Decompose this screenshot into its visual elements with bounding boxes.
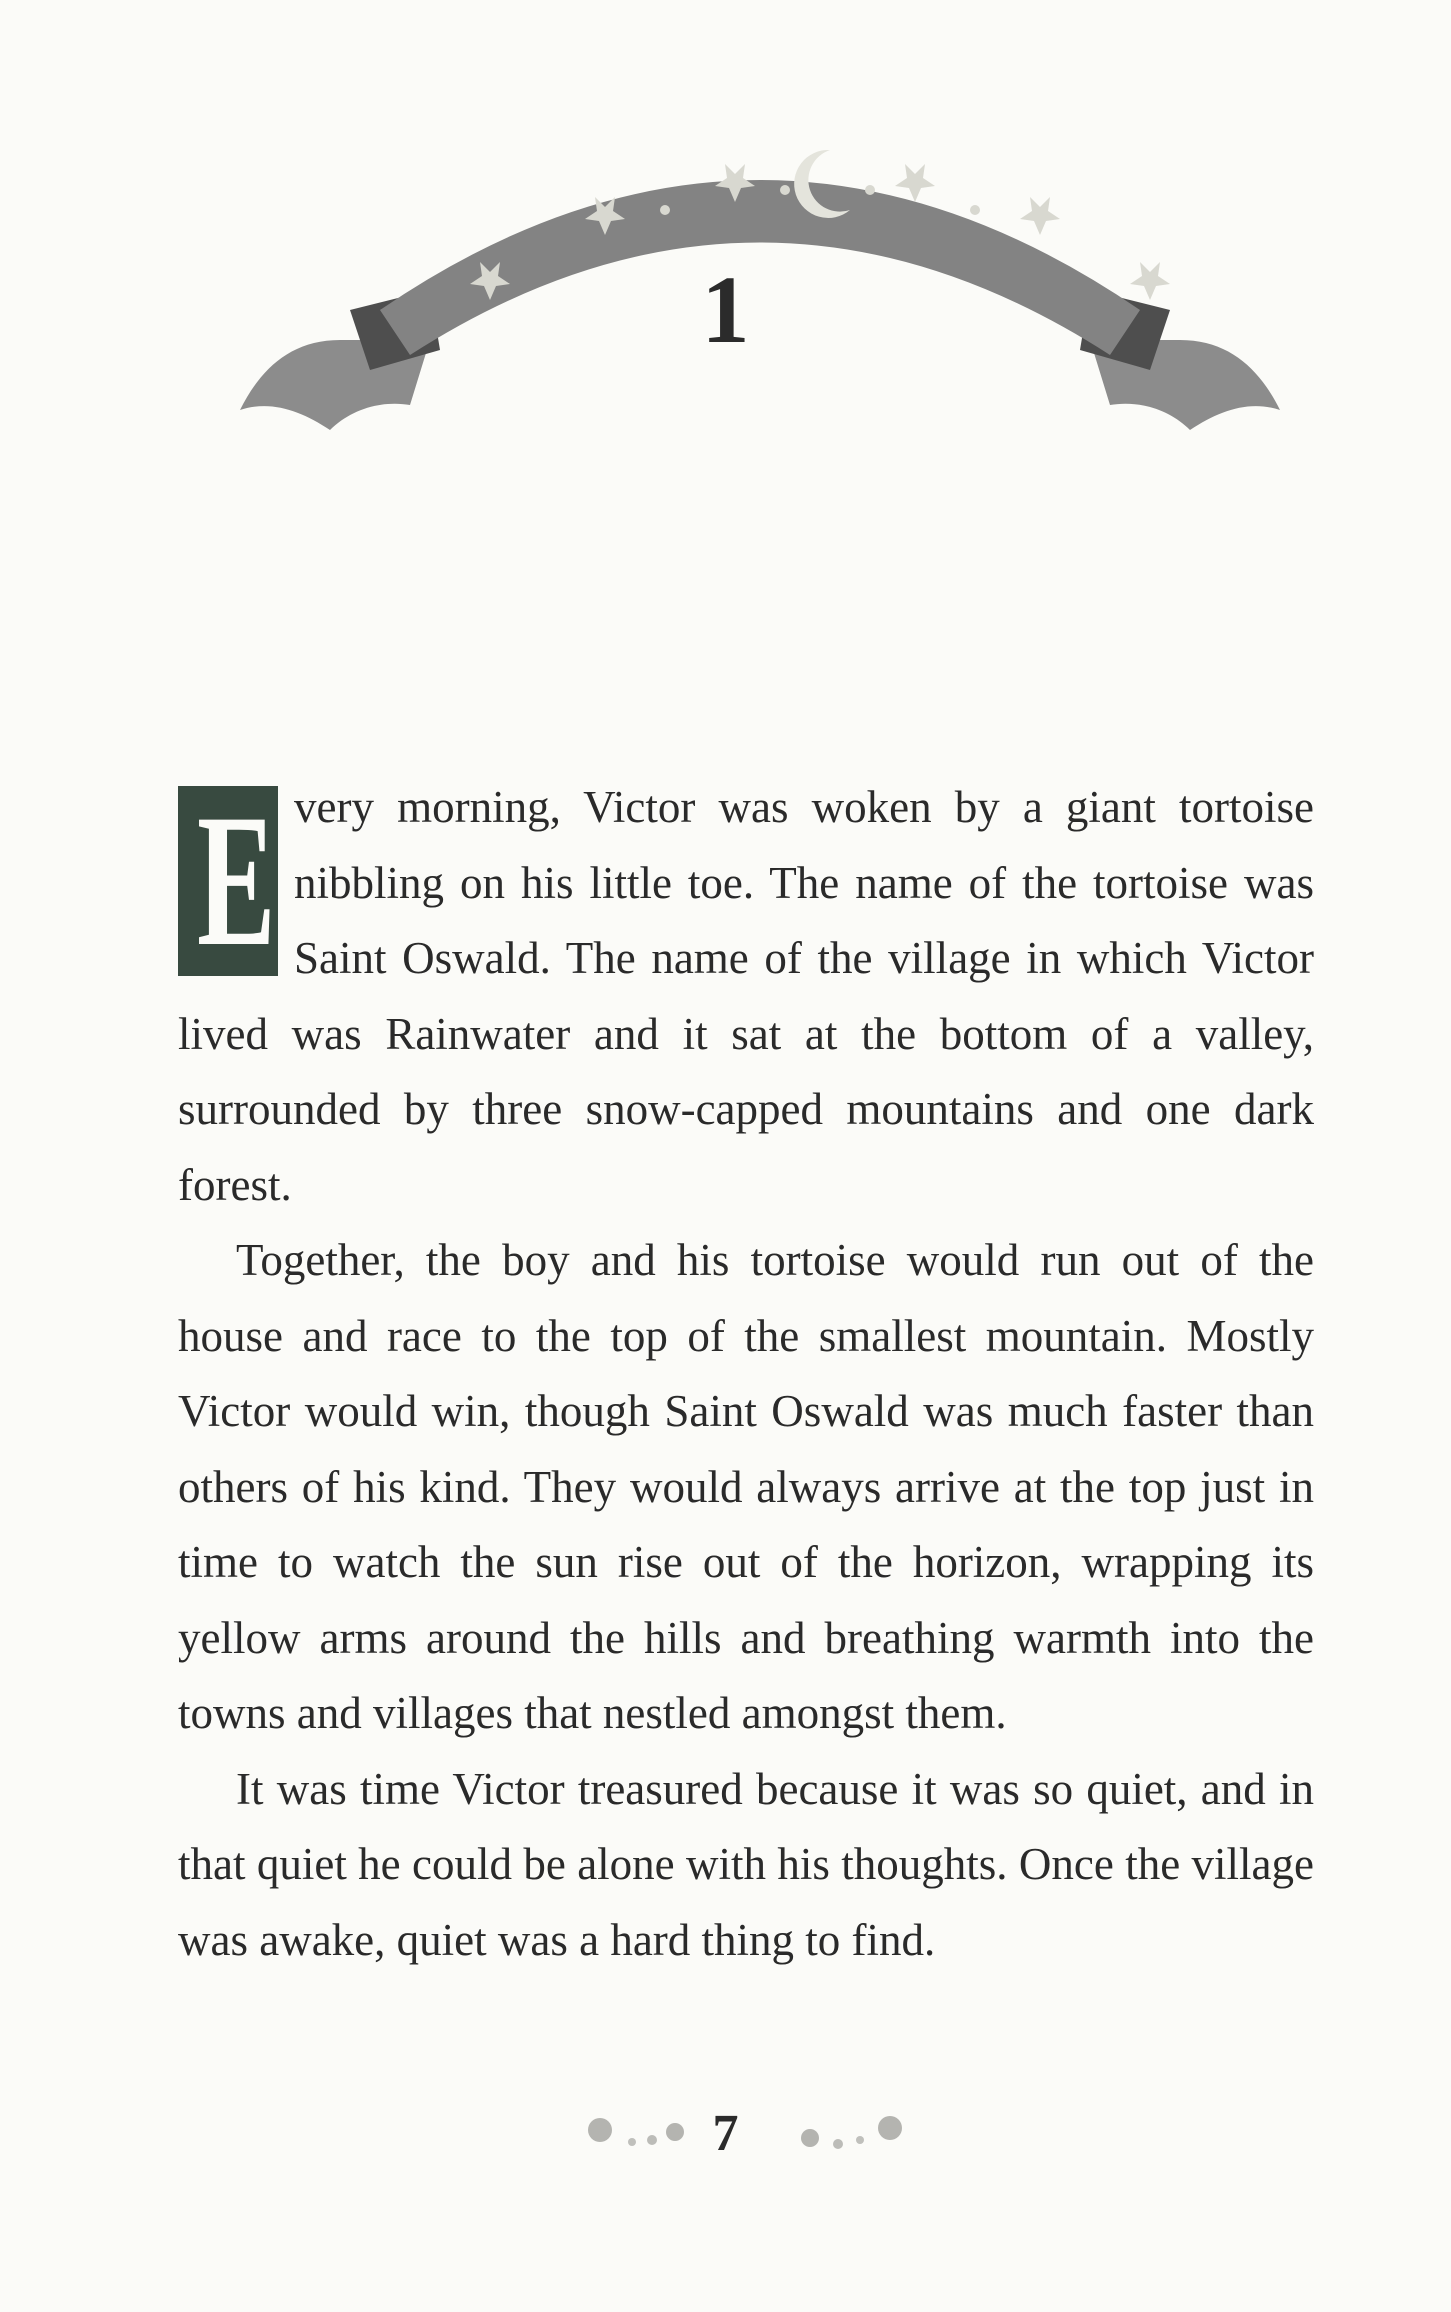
dot-ornament-icon	[833, 2139, 843, 2149]
paragraph-2: Together, the boy and his tortoise would run out of the house and race to the top of the smallest mountain. Mostly Victor would win, though Saint Oswald was much faster than others of his kind. They would always arrive at the top just in time to watch the sun rise out of the horizon, wrapping its yellow arms around the hills and breathing warmth into the towns and villages that nestled amongst them.	[178, 1235, 1314, 1738]
dot-ornament-icon	[970, 205, 980, 215]
dot-ornament-icon	[856, 2136, 864, 2144]
dot-ornament-icon	[878, 2116, 902, 2140]
paragraph-1	[178, 770, 1314, 1223]
dot-ornament-icon	[660, 205, 670, 215]
page-number: 7	[712, 2105, 739, 2162]
drop-cap	[178, 786, 278, 976]
star-icon	[1020, 197, 1060, 235]
drop-cap-letter: E	[197, 786, 276, 976]
footer-ornament-right	[790, 2110, 930, 2160]
dot-ornament-icon	[780, 185, 790, 195]
paragraph-3: It was time Victor treasured because it was so quiet, and in that quiet he could be alone with his thoughts. Once the village was awake, quiet was a hard thing to find.	[178, 1763, 1314, 1965]
chapter-number: 1	[701, 256, 750, 363]
body-text	[178, 770, 1314, 1978]
star-icon	[895, 164, 935, 202]
dot-ornament-icon	[865, 185, 875, 195]
paragraph-1-text: very morning, Victor was woken by a giant tortoise nibbling on his little toe. The name of the tortoise was Saint Oswald. The name of the village in which Victor lived was Rainwater and it sat at the bottom of a valley, surrounded by three snow-capped mountains and one dark forest.	[178, 782, 1314, 1210]
dot-ornament-icon	[801, 2129, 819, 2147]
